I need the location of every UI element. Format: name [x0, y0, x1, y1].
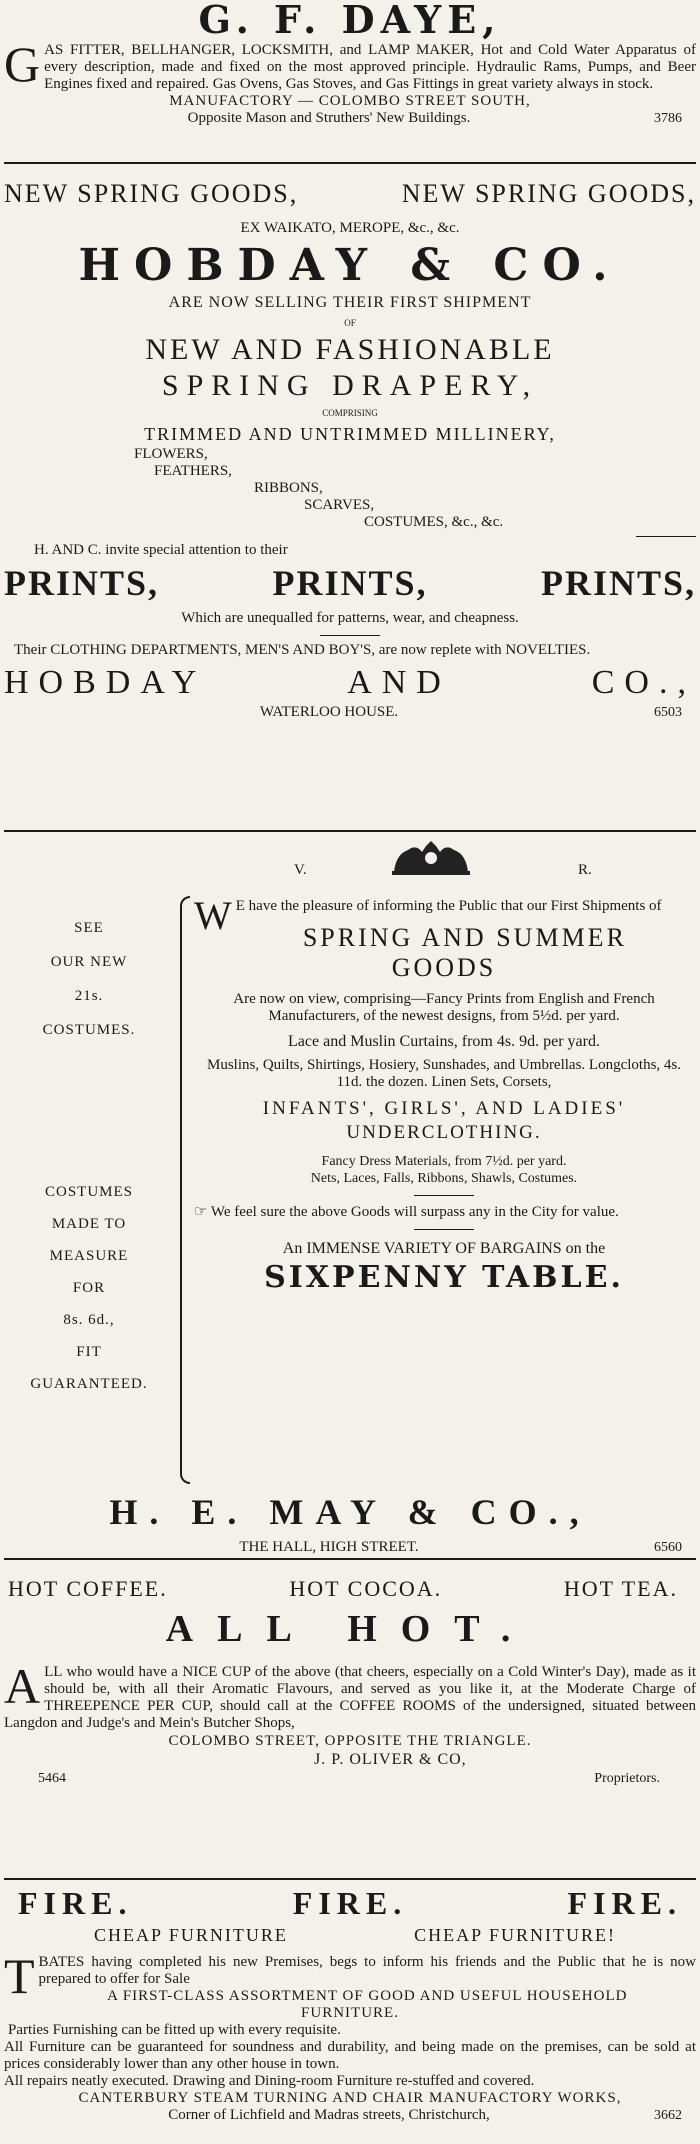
bates-corner-row	[4, 2107, 696, 2124]
bates-parties: Parties Furnishing can be fitted up with every requisite.	[8, 2022, 341, 2038]
separator	[320, 635, 380, 636]
may-side-text: MADE TO	[51, 1216, 127, 1232]
hobday-number: 6503	[654, 705, 682, 720]
may-side-text: 8s. 6d.,	[63, 1312, 115, 1328]
hobday-firm-word: AND	[347, 664, 451, 701]
bates-fire-row	[18, 1884, 682, 1922]
bates-works: CANTERBURY STEAM TURNING AND CHAIR MANUFACTORY WORKS,	[78, 2090, 622, 2106]
hobday-headline	[4, 176, 696, 212]
hobday-print: PRINTS,	[4, 563, 160, 603]
bates-corner: Corner of Lichfield and Madras streets, Christchurch,	[168, 2107, 490, 2123]
hobday-items	[4, 446, 696, 532]
hobday-millinery: TRIMMED AND UNTRIMMED MILLINERY,	[144, 424, 556, 444]
separator	[414, 1195, 474, 1196]
may-side-text: FIT	[76, 1344, 102, 1360]
daye-number: 3786	[654, 111, 682, 126]
hobday-item: FEATHERS,	[154, 463, 232, 479]
hobday-ex: EX WAIKATO, MEROPE, &c., &c.	[240, 220, 460, 236]
may-crest-row	[4, 832, 696, 896]
bates-fire: FIRE.	[567, 1885, 682, 1921]
may-infants: INFANTS', GIRLS', AND LADIES'	[262, 1098, 626, 1119]
hobday-item: COSTUMES, &c., &c.	[364, 514, 504, 530]
bates-number: 3662	[654, 2108, 682, 2123]
hobday-firm-wide	[4, 663, 696, 703]
oliver-body	[4, 1658, 696, 1732]
hobday-unequalled: Which are unequalled for patterns, wear, and cheapness.	[181, 610, 519, 626]
hobday-item: FLOWERS,	[134, 446, 208, 462]
hobday-comprising: COMPRISING	[322, 408, 378, 418]
may-number: 6560	[654, 1540, 682, 1555]
may-sixpenny: SIXPENNY TABLE.	[264, 1260, 624, 1295]
bates-fire: FIRE.	[18, 1885, 133, 1921]
may-hall-row	[4, 1538, 696, 1557]
bates-cheap-row	[94, 1922, 616, 1948]
may-intro-text: E have the pleasure of informing the Public that our First Shipments of	[235, 898, 662, 914]
oliver-prop-row	[4, 1770, 696, 1788]
hobday-of: OF	[344, 318, 356, 328]
may-side-text: COSTUMES.	[42, 1022, 136, 1038]
oliver-hot: HOT TEA.	[563, 1576, 678, 1601]
may-dropcap: W	[194, 893, 232, 938]
hobday-item: SCARVES,	[304, 497, 375, 513]
oliver-hot: HOT COCOA.	[289, 1576, 443, 1601]
bates-cheap: CHEAP FURNITURE	[94, 1925, 288, 1945]
hobday-item: RIBBONS,	[254, 480, 323, 496]
may-goods: GOODS	[391, 953, 497, 982]
daye-dropcap: G	[4, 36, 41, 92]
daye-opposite: Opposite Mason and Struthers' New Buildings.	[187, 110, 471, 126]
hobday-headline-right: NEW SPRING GOODS,	[401, 179, 696, 208]
bates-fire: FIRE.	[292, 1885, 408, 1921]
bates-dropcap: T	[4, 1948, 35, 2004]
hobday-clothing: Their CLOTHING DEPARTMENTS, MEN'S AND BOY'S, are now replete with NOVELTIES.	[14, 642, 591, 658]
ad-oliver	[4, 1574, 696, 1878]
may-sidebar	[4, 896, 174, 1480]
hobday-print: PRINTS,	[272, 563, 428, 603]
oliver-hot: HOT COFFEE.	[8, 1576, 168, 1601]
may-nets: Nets, Laces, Falls, Ribbons, Shawls, Costumes.	[310, 1171, 578, 1186]
oliver-proprietors: Proprietors.	[594, 1771, 660, 1786]
hobday-firm-big: HOBDAY & CO.	[78, 240, 622, 291]
hobday-fashionable: NEW AND FASHIONABLE	[145, 333, 555, 366]
oliver-body-text: LL who would have a NICE CUP of the above (that cheers, especially on a Cold Winter's Day), made as it should be, with all their Aromatic Flavours, and served as you like it, at the Moderate Charge of THREEPENCE PER CUP, should call at the COFFEE ROOMS of the undersigned, situated between Langdon and Judge's and Mein's Butcher Shops,	[4, 1664, 696, 1731]
daye-manufactory: MANUFACTORY — COLOMBO STREET SOUTH,	[169, 93, 531, 109]
may-feel: ☞ We feel sure the above Goods will surpass any in the City for value.	[194, 1204, 619, 1220]
hobday-drapery: SPRING DRAPERY,	[161, 369, 539, 402]
may-side-text: OUR NEW	[50, 954, 128, 970]
oliver-firm: J. P. OLIVER & CO,	[314, 1751, 467, 1768]
may-immense: An IMMENSE VARIETY OF BARGAINS on the	[282, 1240, 606, 1257]
daye-address-row	[4, 110, 696, 127]
hobday-firm-word: HOBDAY	[4, 664, 207, 701]
separator	[414, 1229, 474, 1230]
separator	[636, 536, 696, 537]
ad-bates	[4, 1884, 696, 2144]
may-side-text: MEASURE	[49, 1248, 129, 1264]
may-firm: H. E. MAY & CO.,	[109, 1492, 591, 1532]
oliver-number: 5464	[38, 1771, 66, 1786]
bates-intro-text: BATES having completed his new Premises, begs to inform his friends and the Public that he is now prepared to offer for Sale	[38, 1954, 696, 1987]
may-side-text: COSTUMES	[44, 1184, 134, 1200]
divider	[4, 162, 696, 164]
daye-name: G. F. DAYE,	[198, 0, 502, 42]
may-main	[194, 893, 694, 1296]
may-hall: THE HALL, HIGH STREET.	[239, 1539, 419, 1555]
ad-may	[4, 832, 696, 1558]
may-side-text: FOR	[72, 1280, 106, 1296]
daye-body-text: AS FITTER, BELLHANGER, LOCKSMITH, and LAMP MAKER, Hot and Cold Water Apparatus of every description, made and fixed on the most approved principle. Hydraulic Rams, Pumps, and Beer Engines fixed and repaired. Gas Ovens, Gas Stoves, and Gas Fittings in great variety always in stock.	[44, 42, 696, 92]
daye-body	[4, 36, 696, 93]
oliver-allhot: ALL HOT.	[165, 1608, 535, 1650]
may-r: R.	[578, 862, 592, 878]
oliver-address: COLOMBO STREET, OPPOSITE THE TRIANGLE.	[168, 1733, 532, 1749]
divider	[4, 1878, 696, 1880]
ad-hobday	[4, 176, 696, 830]
may-muslins: Muslins, Quilts, Shirtings, Hosiery, Sunshades, and Umbrellas. Longcloths, 4s. 11d. the dozen. Linen Sets, Corsets,	[206, 1057, 682, 1090]
may-onview: Are now on view, comprising—Fancy Prints from English and French Manufacturers, of the newest designs, from 5½d. per yard.	[233, 991, 655, 1024]
may-fancy: Fancy Dress Materials, from 7½d. per yard.	[321, 1154, 567, 1169]
hobday-firm-word: CO.,	[591, 664, 696, 701]
may-side-text: 21s.	[74, 988, 104, 1004]
may-bracket	[180, 896, 190, 1484]
hobday-print: PRINTS,	[540, 563, 696, 603]
hobday-house-row	[4, 703, 696, 722]
may-side-text: GUARANTEED.	[30, 1376, 148, 1392]
hobday-prints	[4, 559, 696, 607]
hobday-selling: ARE NOW SELLING THEIR FIRST SHIPMENT	[168, 294, 532, 311]
may-lace: Lace and Muslin Curtains, from 4s. 9d. per yard.	[288, 1033, 600, 1050]
ad-daye	[4, 0, 696, 162]
may-spring: SPRING AND SUMMER	[302, 923, 627, 952]
bates-guaranteed: All Furniture can be guaranteed for soundness and durability, and being made on the premises, can be sold at prices considerably lower than any other house in town.	[4, 2039, 696, 2072]
divider	[4, 1558, 696, 1560]
bates-cheap: CHEAP FURNITURE!	[414, 1925, 616, 1945]
hobday-headline-left: NEW SPRING GOODS,	[4, 179, 299, 208]
bates-repairs: All repairs neatly executed. Drawing and Dining-room Furniture re-stuffed and covered.	[4, 2073, 535, 2089]
hobday-house: WATERLOO HOUSE.	[259, 704, 399, 720]
oliver-hot-row	[8, 1574, 678, 1604]
bates-assortment: A FIRST-CLASS ASSORTMENT OF GOOD AND USEFUL HOUSEHOLD	[107, 1988, 628, 2004]
may-side-text: SEE	[74, 920, 104, 936]
royal-crest-icon	[386, 838, 476, 876]
may-v: V.	[294, 862, 307, 878]
oliver-dropcap: A	[4, 1658, 41, 1714]
hobday-attention: H. AND C. invite special attention to their	[34, 542, 288, 558]
may-underclothing: UNDERCLOTHING.	[346, 1122, 542, 1143]
bates-furniture: FURNITURE.	[301, 2005, 399, 2021]
